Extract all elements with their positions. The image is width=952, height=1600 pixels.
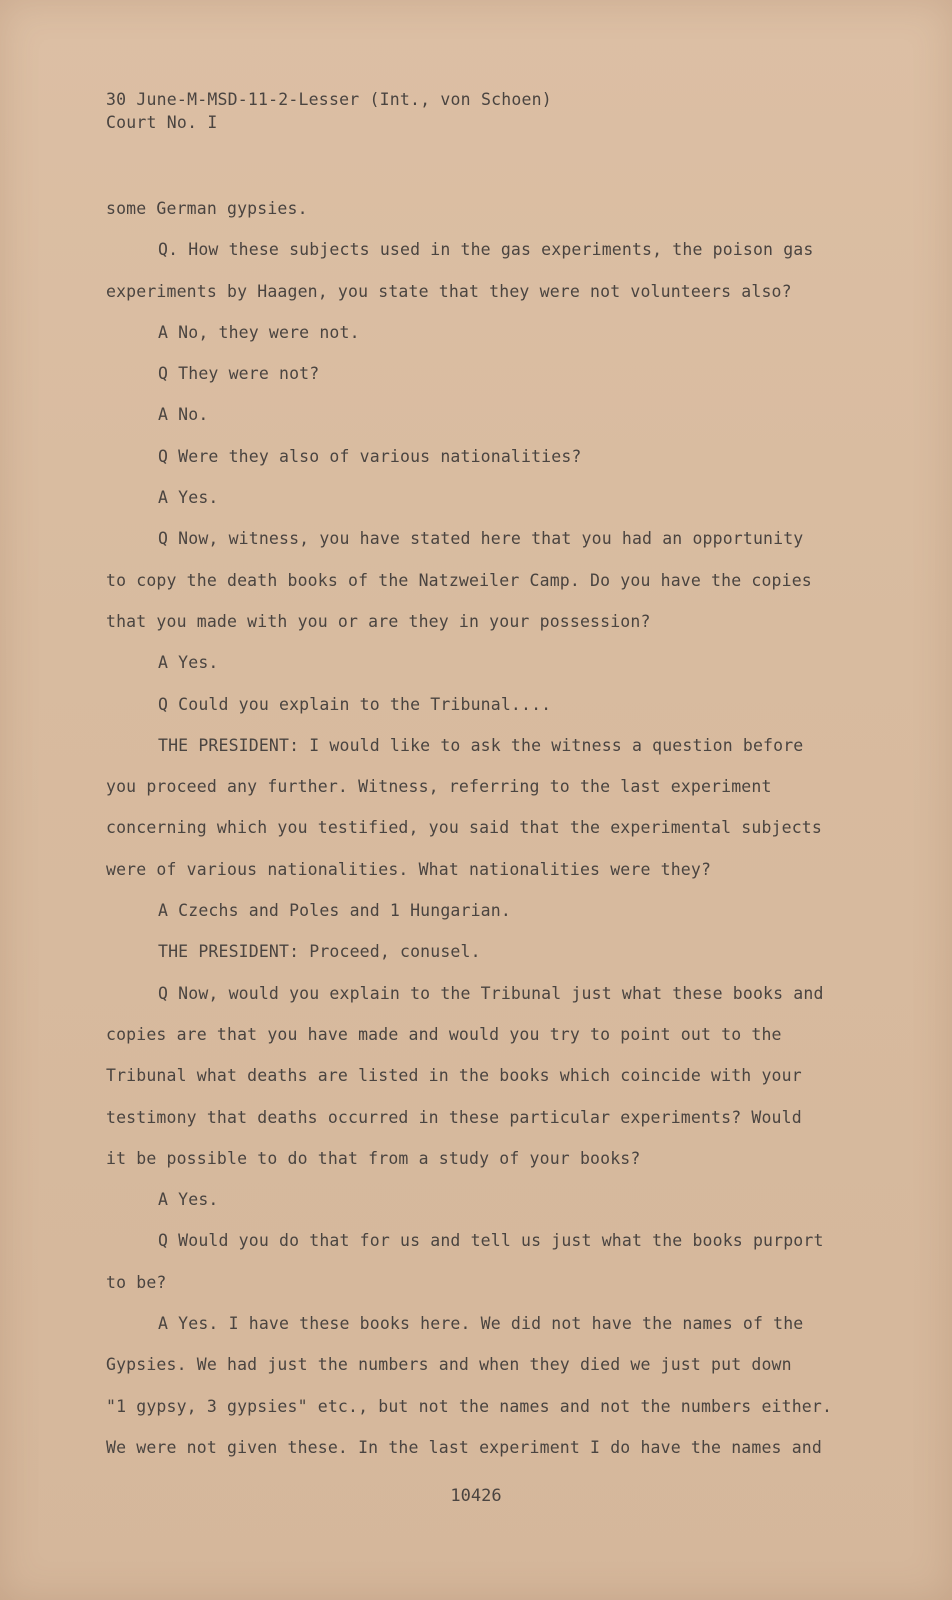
transcript-line: A No. [158,405,209,425]
transcript-line: A Czechs and Poles and 1 Hungarian. [158,901,511,921]
transcript-line: A Yes. [158,653,219,673]
transcript-line: THE PRESIDENT: Proceed, conusel. [158,942,481,962]
transcript-line: Q Now, would you explain to the Tribunal just what these books and [158,983,824,1003]
transcript-line: testimony that deaths occurred in these particular experiments? Would [106,1107,802,1127]
transcript-line: it be possible to do that from a study of your books? [106,1148,641,1168]
transcript-line: Gypsies. We had just the numbers and when they died we just put down [106,1355,792,1375]
transcript-line: A Yes. I have these books here. We did not have the names of the [158,1314,804,1334]
header-court-line: Court No. I [106,113,218,132]
transcript-line: were of various nationalities. What nationalities were they? [106,859,712,879]
transcript-line: Q. How these subjects used in the gas experiments, the poison gas [158,240,814,260]
transcript-line: Q Were they also of various nationalities? [158,446,582,466]
transcript-line: experiments by Haagen, you state that they were not volunteers also? [106,281,792,301]
transcript-line: you proceed any further. Witness, referring to the last experiment [106,777,772,797]
transcript-body [106,188,866,1468]
header-session-line: 30 June-M-MSD-11-2-Lesser (Int., von Schoen) [106,90,552,109]
transcript-line: copies are that you have made and would you try to point out to the [106,1024,782,1044]
page-number: 10426 [450,1486,502,1506]
transcript-line: A Yes. [158,1190,219,1210]
transcript-line: Q Could you explain to the Tribunal.... [158,694,552,714]
document-header [106,88,552,134]
transcript-line: A No, they were not. [158,322,360,342]
transcript-line: Q They were not? [158,364,320,384]
transcript-line: A Yes. [158,488,219,508]
transcript-line: Q Would you do that for us and tell us just what the books purport [158,1231,824,1251]
transcript-line: "1 gypsy, 3 gypsies" etc., but not the names and not the numbers either. [106,1396,833,1416]
transcript-line: THE PRESIDENT: I would like to ask the witness a question before [158,735,804,755]
transcript-line: to be? [106,1272,167,1292]
transcript-line: that you made with you or are they in your possession? [106,611,651,631]
transcript-line: We were not given these. In the last experiment I do have the names and [106,1437,822,1457]
transcript-line: some German gypsies. [106,199,308,218]
transcript-line: to copy the death books of the Natzweiler Camp. Do you have the copies [106,570,812,590]
transcript-line: Tribunal what deaths are listed in the books which coincide with your [106,1066,802,1086]
transcript-line: concerning which you testified, you said that the experimental subjects [106,818,822,838]
transcript-line: Q Now, witness, you have stated here that you had an opportunity [158,529,804,549]
